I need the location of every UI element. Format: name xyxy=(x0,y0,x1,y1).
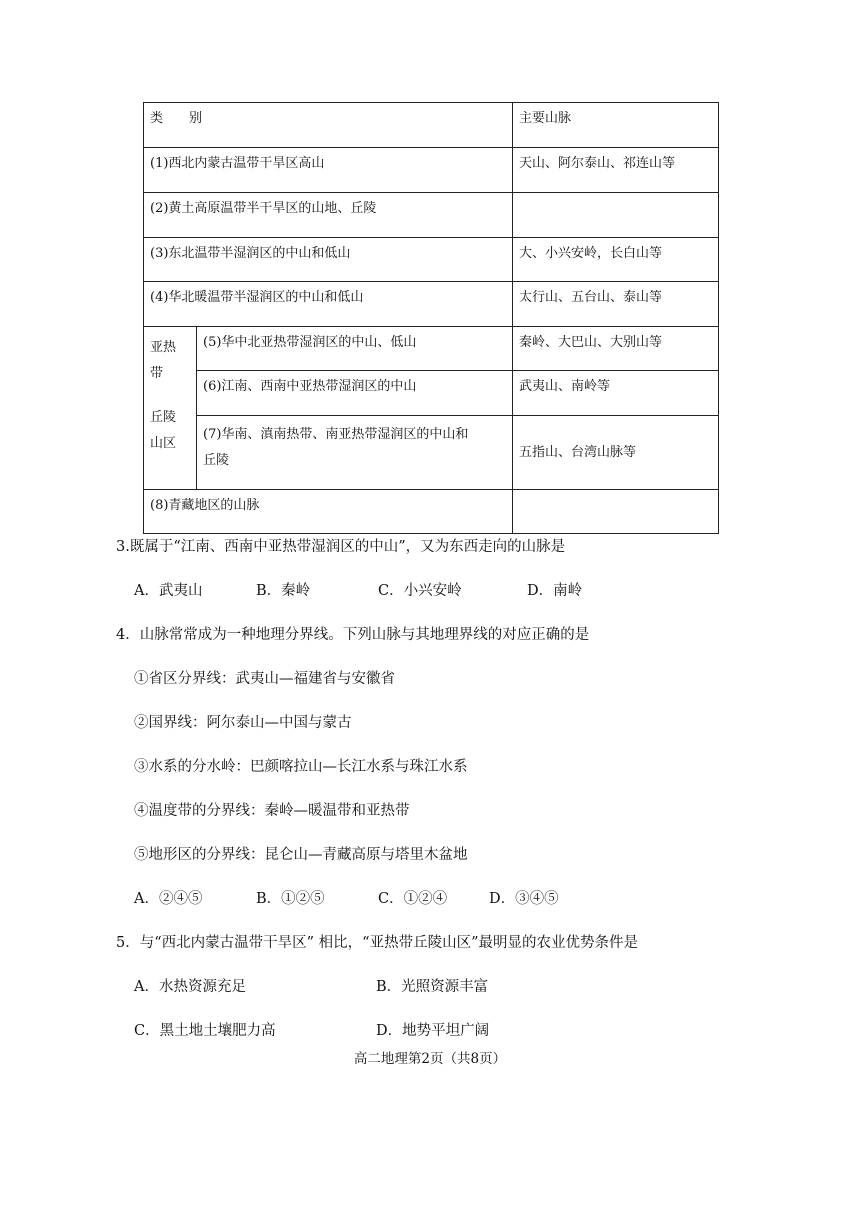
row-category: (4)华北暖温带半湿润区的中山和低山 xyxy=(144,282,513,327)
q4-option-d: D．③④⑤ xyxy=(489,891,559,907)
page-footer: 高二地理第2页（共8页） xyxy=(353,1051,507,1067)
q5-option-d: D．地势平坦广阔 xyxy=(376,1023,490,1039)
q4-option-b: B．①②⑤ xyxy=(256,891,325,907)
row-category: (1)西北内蒙古温带干旱区高山 xyxy=(144,148,513,193)
question-5-stem: 5．与“西北内蒙古温带干旱区” 相比，“亚热带丘陵山区”最明显的农业优势条件是 xyxy=(116,935,638,951)
group-label-gap xyxy=(150,387,190,405)
row-category xyxy=(197,416,513,490)
q3-option-c: C．小兴安岭 xyxy=(378,583,462,599)
question-4-stem: 4．山脉常常成为一种地理分界线。下列山脉与其地理界线的对应正确的是 xyxy=(116,627,590,643)
row-category: (5)华中北亚热带湿润区的中山、低山 xyxy=(197,327,513,371)
q5-option-c: C．黑土地土壤肥力高 xyxy=(134,1023,276,1039)
table-row xyxy=(144,327,719,371)
row-category: (2)黄土高原温带半干旱区的山地、丘陵 xyxy=(144,193,513,238)
q3-option-d: D．南岭 xyxy=(527,583,583,599)
row-mountains xyxy=(513,490,719,534)
q4-statement-4: ④温度带的分界线：秦岭—暖温带和亚热带 xyxy=(134,803,410,819)
category-line: (7)华南、滇南热带、南亚热带湿润区的中山和 xyxy=(203,427,469,442)
row-mountains: 五指山、台湾山脉等 xyxy=(513,416,719,490)
q5-option-b: B．光照资源丰富 xyxy=(376,979,489,995)
row-category: (6)江南、西南中亚热带湿润区的中山 xyxy=(197,371,513,416)
q5-option-a: A．水热资源充足 xyxy=(134,979,246,995)
row-mountains: 秦岭、大巴山、大别山等 xyxy=(513,327,719,371)
group-label-line: 带 xyxy=(150,366,164,381)
row-mountains xyxy=(513,193,719,238)
table-row xyxy=(144,416,719,490)
subtropical-group-label xyxy=(144,327,197,490)
row-mountains: 太行山、五台山、泰山等 xyxy=(513,282,719,327)
table-header-row xyxy=(144,103,719,148)
category-line: 丘陵 xyxy=(203,453,230,468)
row-mountains: 天山、阿尔泰山、祁连山等 xyxy=(513,148,719,193)
q4-option-c: C．①②④ xyxy=(378,891,448,907)
q4-option-a: A．②④⑤ xyxy=(134,891,203,907)
row-mountains: 大、小兴安岭，长白山等 xyxy=(513,238,719,282)
q3-option-b: B．秦岭 xyxy=(256,583,311,599)
q4-statement-3: ③水系的分水岭：巴颜喀拉山—长江水系与珠江水系 xyxy=(134,759,468,775)
table-row xyxy=(144,371,719,416)
header-category: 类 别 xyxy=(144,103,513,148)
q4-statement-2: ②国界线：阿尔泰山—中国与蒙古 xyxy=(134,715,352,731)
row-mountains: 武夷山、南岭等 xyxy=(513,371,719,416)
q4-statement-1: ①省区分界线：武夷山—福建省与安徽省 xyxy=(134,671,395,687)
row-category: (8)青藏地区的山脉 xyxy=(144,490,513,534)
table-row xyxy=(144,148,719,193)
q4-statement-5: ⑤地形区的分界线：昆仑山—青藏高原与塔里木盆地 xyxy=(134,847,468,863)
mountain-table xyxy=(143,102,719,534)
table-row xyxy=(144,193,719,238)
table-row xyxy=(144,490,719,534)
question-3-stem: 3.既属于“江南、西南中亚热带湿润区的中山”，又为东西走向的山脉是 xyxy=(116,539,566,555)
group-label-line: 丘陵 xyxy=(150,410,177,425)
table-row xyxy=(144,238,719,282)
header-mountains: 主要山脉 xyxy=(513,103,719,148)
table-row xyxy=(144,282,719,327)
row-category: (3)东北温带半湿润区的中山和低山 xyxy=(144,238,513,282)
group-label-line: 山区 xyxy=(150,436,177,451)
q3-option-a: A．武夷山 xyxy=(134,583,203,599)
group-label-line: 亚热 xyxy=(150,340,177,355)
